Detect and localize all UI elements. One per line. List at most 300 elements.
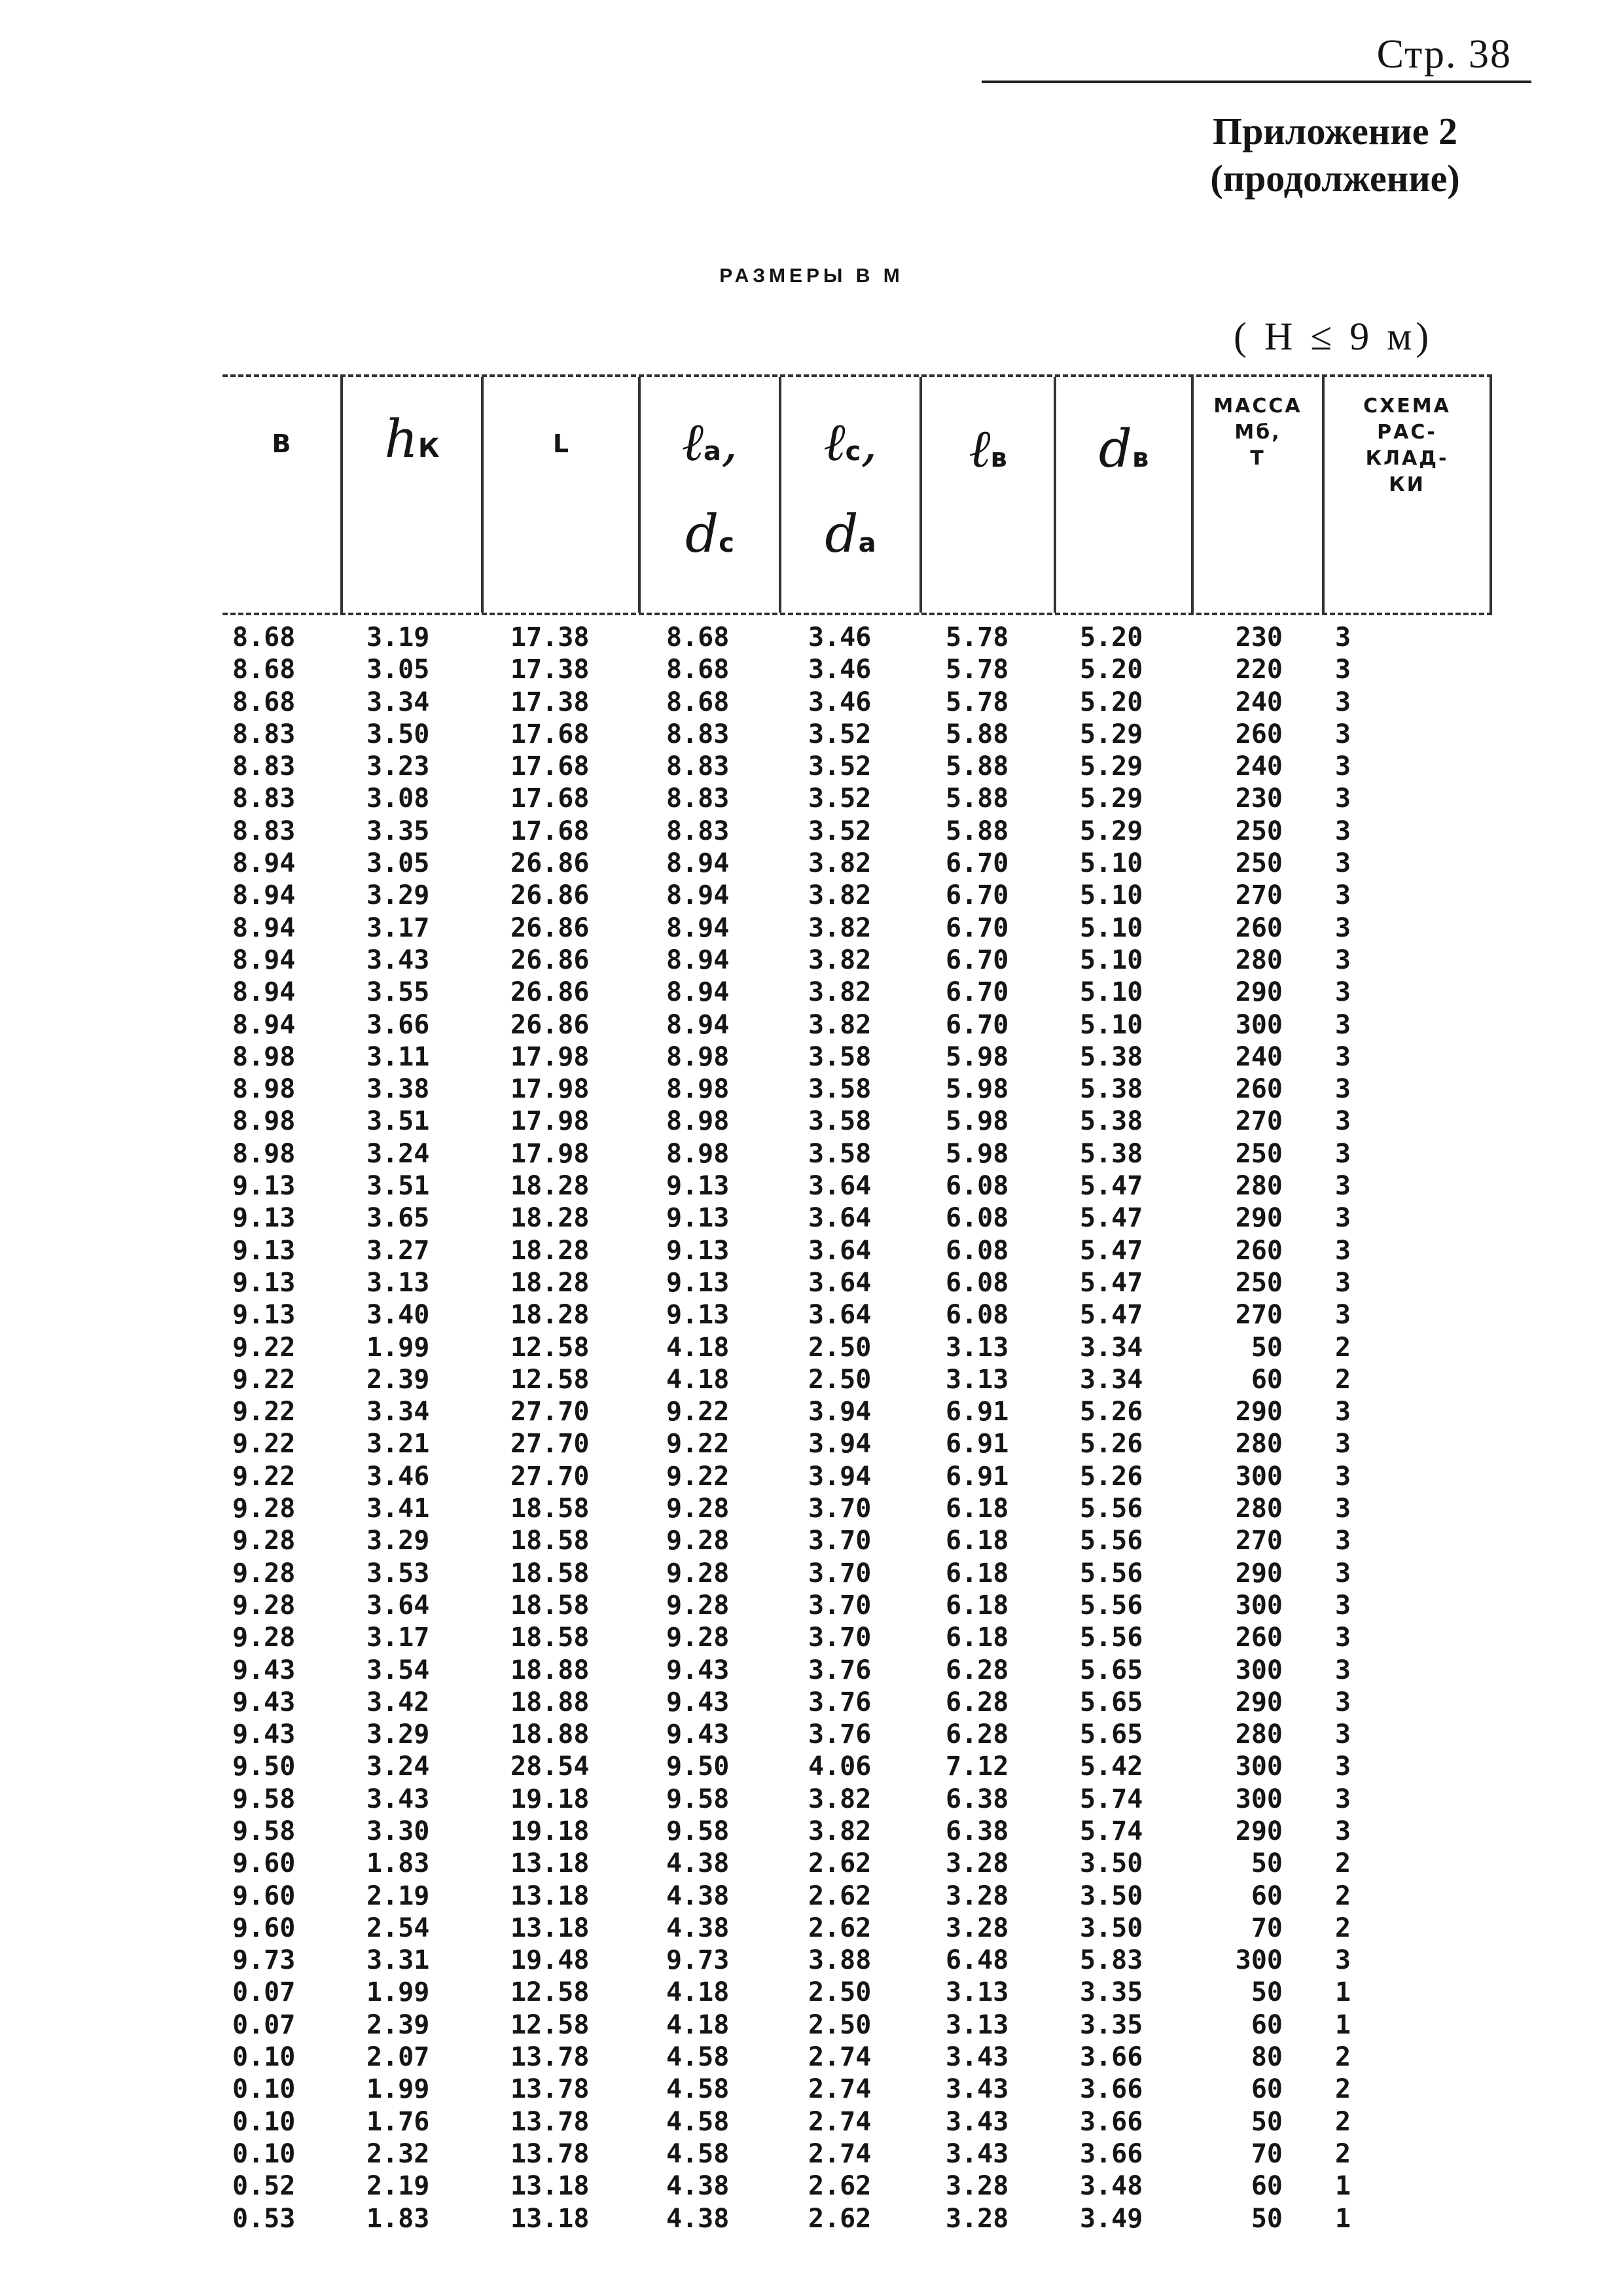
units-caption: РАЗМЕРЫ В М: [719, 265, 904, 287]
table-row: [223, 2138, 1492, 2170]
header-lc-sub: c: [845, 437, 861, 467]
table-row: [223, 719, 1492, 751]
cell-dv: 5.65: [1080, 1719, 1143, 1750]
cell-hk: 2.07: [366, 2042, 430, 2073]
cell-dv: 5.65: [1080, 1687, 1143, 1717]
cell-la-dc: 9.22: [666, 1397, 730, 1427]
cell-hk: 3.24: [366, 1751, 430, 1782]
cell-mass: 290: [1235, 1687, 1283, 1717]
cell-b: 0.53: [232, 2203, 296, 2234]
table-row: [223, 2170, 1492, 2202]
cell-scheme: 2: [1335, 1880, 1351, 1911]
cell-hk: 3.43: [366, 944, 430, 975]
cell-l: 26.86: [510, 1009, 590, 1040]
cell-l: 18.88: [510, 1719, 590, 1750]
cell-lv: 6.28: [946, 1719, 1009, 1750]
cell-lc-da: 3.94: [808, 1429, 872, 1460]
cell-lv: 6.70: [946, 880, 1009, 911]
cell-scheme: 3: [1335, 977, 1351, 1008]
cell-lv: 6.18: [946, 1623, 1009, 1653]
header-dv-symbol: [1056, 418, 1191, 479]
table-row: [223, 1073, 1492, 1105]
cell-mass: 50: [1251, 1332, 1283, 1363]
cell-l: 17.98: [510, 1138, 590, 1169]
cell-la-dc: 8.83: [666, 816, 730, 846]
cell-scheme: 2: [1335, 1364, 1351, 1395]
cell-dv: 5.29: [1080, 751, 1143, 782]
cell-hk: 3.54: [366, 1655, 430, 1685]
cell-scheme: 3: [1335, 1461, 1351, 1492]
cell-lc-da: 3.64: [808, 1235, 872, 1266]
table-body: [223, 622, 1492, 2235]
cell-hk: 2.19: [366, 2171, 430, 2202]
cell-mass: 270: [1235, 1106, 1283, 1137]
cell-scheme: 2: [1335, 2106, 1351, 2137]
cell-mass: 240: [1235, 687, 1283, 717]
header-scheme-line2: РАС-: [1377, 421, 1437, 444]
cell-lv: 6.08: [946, 1171, 1009, 1202]
cell-mass: 300: [1235, 1784, 1283, 1814]
cell-mass: 250: [1235, 816, 1283, 846]
cell-hk: 2.19: [366, 1880, 430, 1911]
cell-la-dc: 8.98: [666, 1138, 730, 1169]
table-row: [223, 944, 1492, 977]
table-row: [223, 1170, 1492, 1202]
table-row: [223, 1687, 1492, 1719]
cell-lc-da: 3.82: [808, 912, 872, 943]
table-row: [223, 1816, 1492, 1848]
cell-b: 9.13: [232, 1235, 296, 1266]
cell-b: 9.28: [232, 1590, 296, 1621]
cell-mass: 50: [1251, 1977, 1283, 2008]
cell-l: 13.18: [510, 1848, 590, 1879]
cell-b: 0.07: [232, 1977, 296, 2008]
cell-lv: 3.28: [946, 1848, 1009, 1879]
cell-lc-da: 2.62: [808, 1912, 872, 1943]
cell-lv: 6.38: [946, 1784, 1009, 1814]
header-lv-sym: ℓ: [969, 418, 991, 479]
cell-lc-da: 2.62: [808, 2203, 872, 2234]
cell-dv: 5.29: [1080, 783, 1143, 814]
table-row: [223, 1009, 1492, 1041]
cell-l: 19.48: [510, 1945, 590, 1976]
cell-lc-da: 3.64: [808, 1171, 872, 1202]
cell-lv: 3.43: [946, 2074, 1009, 2105]
header-l-label: L: [552, 429, 569, 458]
cell-l: 26.86: [510, 977, 590, 1008]
cell-l: 18.58: [510, 1494, 590, 1524]
cell-l: 18.28: [510, 1235, 590, 1266]
cell-scheme: 3: [1335, 1041, 1351, 1072]
cell-dv: 5.47: [1080, 1171, 1143, 1202]
header-lc-symbol: ℓc,: [823, 412, 878, 473]
table-row: [223, 751, 1492, 783]
cell-lv: 5.78: [946, 622, 1009, 653]
cell-mass: 260: [1235, 1074, 1283, 1105]
cell-scheme: 3: [1335, 751, 1351, 782]
cell-lv: 5.88: [946, 719, 1009, 749]
cell-mass: 270: [1235, 880, 1283, 911]
cell-scheme: 2: [1335, 2074, 1351, 2105]
cell-l: 12.58: [510, 2009, 590, 2040]
cell-hk: 3.66: [366, 1009, 430, 1040]
cell-b: 0.10: [232, 2106, 296, 2137]
cell-la-dc: 4.38: [666, 1848, 730, 1879]
cell-la-dc: 9.28: [666, 1526, 730, 1556]
cell-b: 9.60: [232, 1912, 296, 1943]
cell-b: 9.58: [232, 1784, 296, 1814]
cell-la-dc: 8.94: [666, 977, 730, 1008]
cell-lc-da: 3.64: [808, 1203, 872, 1234]
table-row: [223, 622, 1492, 654]
table-row: [223, 816, 1492, 848]
cell-la-dc: 9.13: [666, 1203, 730, 1234]
header-scheme-line3: КЛАД-: [1365, 447, 1449, 470]
cell-dv: 3.34: [1080, 1364, 1143, 1395]
cell-b: 9.13: [232, 1300, 296, 1331]
cell-scheme: 3: [1335, 1074, 1351, 1105]
cell-mass: 280: [1235, 1171, 1283, 1202]
cell-mass: 230: [1235, 783, 1283, 814]
cell-la-dc: 4.38: [666, 2171, 730, 2202]
table-row: [223, 1041, 1492, 1073]
cell-dv: 5.10: [1080, 880, 1143, 911]
cell-hk: 3.31: [366, 1945, 430, 1976]
header-la-sub: a: [703, 437, 721, 467]
cell-hk: 3.55: [366, 977, 430, 1008]
cell-la-dc: 8.94: [666, 912, 730, 943]
cell-scheme: 3: [1335, 1558, 1351, 1588]
cell-mass: 60: [1251, 1880, 1283, 1911]
page-number: Стр. 38: [982, 31, 1531, 83]
cell-lv: 5.88: [946, 816, 1009, 846]
table-row: [223, 912, 1492, 944]
cell-b: 8.98: [232, 1138, 296, 1169]
cell-lc-da: 3.70: [808, 1623, 872, 1653]
cell-scheme: 1: [1335, 2171, 1351, 2202]
cell-lv: 5.98: [946, 1074, 1009, 1105]
header-scheme-line4: КИ: [1389, 473, 1425, 496]
cell-lc-da: 3.58: [808, 1106, 872, 1137]
cell-lv: 3.28: [946, 1880, 1009, 1911]
cell-lv: 6.28: [946, 1687, 1009, 1717]
cell-lv: 3.28: [946, 2203, 1009, 2234]
table-row: [223, 977, 1492, 1009]
cell-hk: 3.30: [366, 1816, 430, 1846]
cell-hk: 3.65: [366, 1203, 430, 1234]
cell-mass: 260: [1235, 1623, 1283, 1653]
cell-lc-da: 3.46: [808, 655, 872, 685]
cell-la-dc: 4.18: [666, 1364, 730, 1395]
cell-mass: 250: [1235, 1267, 1283, 1298]
cell-la-dc: 4.18: [666, 1977, 730, 2008]
cell-b: 9.13: [232, 1267, 296, 1298]
cell-lc-da: 2.74: [808, 2042, 872, 2073]
cell-lc-da: 2.50: [808, 1332, 872, 1363]
cell-scheme: 3: [1335, 655, 1351, 685]
cell-dv: 3.49: [1080, 2203, 1143, 2234]
cell-l: 13.78: [510, 2042, 590, 2073]
cell-lc-da: 2.62: [808, 1880, 872, 1911]
cell-l: 12.58: [510, 1977, 590, 2008]
cell-la-dc: 9.13: [666, 1267, 730, 1298]
cell-hk: 3.21: [366, 1429, 430, 1460]
cell-l: 17.68: [510, 751, 590, 782]
cell-la-dc: 9.22: [666, 1429, 730, 1460]
cell-la-dc: 8.98: [666, 1074, 730, 1105]
cell-b: 9.73: [232, 1945, 296, 1976]
cell-la-dc: 4.18: [666, 1332, 730, 1363]
cell-l: 17.98: [510, 1106, 590, 1137]
cell-scheme: 3: [1335, 816, 1351, 846]
cell-lv: 3.43: [946, 2138, 1009, 2169]
cell-scheme: 3: [1335, 1429, 1351, 1460]
cell-b: 0.52: [232, 2171, 296, 2202]
cell-scheme: 2: [1335, 2138, 1351, 2169]
cell-b: 9.22: [232, 1332, 296, 1363]
cell-lv: 3.43: [946, 2042, 1009, 2073]
cell-b: 9.43: [232, 1655, 296, 1685]
cell-scheme: 3: [1335, 1784, 1351, 1814]
cell-la-dc: 9.43: [666, 1719, 730, 1750]
cell-l: 13.78: [510, 2074, 590, 2105]
cell-l: 27.70: [510, 1397, 590, 1427]
cell-dv: 5.56: [1080, 1590, 1143, 1621]
table-row: [223, 1396, 1492, 1428]
cell-dv: 5.10: [1080, 1009, 1143, 1040]
cell-hk: 1.83: [366, 1848, 430, 1879]
cell-dv: 5.20: [1080, 687, 1143, 717]
cell-hk: 3.35: [366, 816, 430, 846]
table-row: [223, 1364, 1492, 1396]
cell-hk: 3.08: [366, 783, 430, 814]
cell-la-dc: 4.58: [666, 2138, 730, 2169]
cell-lv: 5.98: [946, 1138, 1009, 1169]
cell-dv: 3.48: [1080, 2171, 1143, 2202]
cell-mass: 300: [1235, 1461, 1283, 1492]
cell-lv: 6.70: [946, 848, 1009, 879]
cell-lc-da: 3.82: [808, 944, 872, 975]
cell-dv: 5.38: [1080, 1074, 1143, 1105]
table-row: [223, 1332, 1492, 1364]
cell-mass: 50: [1251, 2203, 1283, 2234]
cell-l: 18.58: [510, 1590, 590, 1621]
cell-scheme: 3: [1335, 1138, 1351, 1169]
cell-la-dc: 8.94: [666, 848, 730, 879]
cell-lc-da: 3.94: [808, 1397, 872, 1427]
cell-b: 8.68: [232, 655, 296, 685]
cell-la-dc: 8.68: [666, 687, 730, 717]
cell-hk: 3.17: [366, 1623, 430, 1653]
cell-mass: 280: [1235, 944, 1283, 975]
cell-l: 27.70: [510, 1461, 590, 1492]
cell-l: 17.68: [510, 816, 590, 846]
cell-la-dc: 8.68: [666, 655, 730, 685]
cell-scheme: 3: [1335, 1494, 1351, 1524]
cell-hk: 1.99: [366, 1977, 430, 2008]
header-hk-sym: h: [384, 408, 418, 469]
cell-scheme: 3: [1335, 1751, 1351, 1782]
header-mass-line3: Т: [1250, 447, 1266, 470]
table-row: [223, 654, 1492, 686]
header-mass-line2: Mб,: [1234, 421, 1281, 444]
cell-hk: 3.46: [366, 1461, 430, 1492]
cell-mass: 80: [1251, 2042, 1283, 2073]
cell-hk: 2.54: [366, 1912, 430, 1943]
cell-l: 13.78: [510, 2138, 590, 2169]
cell-la-dc: 8.98: [666, 1041, 730, 1072]
cell-scheme: 2: [1335, 1912, 1351, 1943]
cell-lc-da: 3.70: [808, 1526, 872, 1556]
header-da-symbol: [781, 503, 919, 564]
cell-mass: 260: [1235, 912, 1283, 943]
cell-dv: 5.56: [1080, 1526, 1143, 1556]
cell-dv: 5.47: [1080, 1235, 1143, 1266]
cell-dv: 5.56: [1080, 1494, 1143, 1524]
cell-scheme: 3: [1335, 1719, 1351, 1750]
cell-dv: 3.66: [1080, 2106, 1143, 2137]
cell-mass: 70: [1251, 2138, 1283, 2169]
cell-lv: 3.13: [946, 2009, 1009, 2040]
cell-mass: 230: [1235, 622, 1283, 653]
cell-la-dc: 9.13: [666, 1300, 730, 1331]
cell-l: 17.68: [510, 783, 590, 814]
cell-scheme: 3: [1335, 944, 1351, 975]
cell-dv: 5.20: [1080, 655, 1143, 685]
header-b-label: B: [272, 429, 291, 458]
cell-b: 8.98: [232, 1074, 296, 1105]
cell-scheme: 3: [1335, 783, 1351, 814]
table-row: [223, 1945, 1492, 1977]
cell-scheme: 3: [1335, 1816, 1351, 1846]
cell-la-dc: 9.73: [666, 1945, 730, 1976]
cell-lc-da: 3.58: [808, 1041, 872, 1072]
cell-scheme: 3: [1335, 1300, 1351, 1331]
cell-b: 0.07: [232, 2009, 296, 2040]
cell-dv: 5.29: [1080, 816, 1143, 846]
cell-dv: 5.56: [1080, 1558, 1143, 1588]
cell-lc-da: 3.64: [808, 1267, 872, 1298]
cell-b: 9.43: [232, 1719, 296, 1750]
cell-hk: 1.83: [366, 2203, 430, 2234]
table-row: [223, 1493, 1492, 1525]
header-b: [223, 377, 340, 613]
cell-b: 8.94: [232, 1009, 296, 1040]
cell-dv: 5.38: [1080, 1041, 1143, 1072]
cell-l: 18.88: [510, 1655, 590, 1685]
cell-scheme: 3: [1335, 1945, 1351, 1976]
header-hk-sub: К: [418, 433, 440, 463]
cell-lc-da: 3.82: [808, 1784, 872, 1814]
cell-lv: 5.88: [946, 783, 1009, 814]
cell-b: 9.22: [232, 1364, 296, 1395]
cell-lv: 6.28: [946, 1655, 1009, 1685]
cell-hk: 3.27: [366, 1235, 430, 1266]
cell-dv: 3.50: [1080, 1912, 1143, 1943]
cell-la-dc: 9.28: [666, 1494, 730, 1524]
cell-la-dc: 4.58: [666, 2042, 730, 2073]
cell-b: 9.28: [232, 1558, 296, 1588]
cell-la-dc: 9.43: [666, 1687, 730, 1717]
cell-lv: 6.18: [946, 1526, 1009, 1556]
cell-hk: 3.17: [366, 912, 430, 943]
cell-dv: 5.47: [1080, 1267, 1143, 1298]
cell-hk: 3.29: [366, 880, 430, 911]
cell-l: 17.38: [510, 655, 590, 685]
cell-scheme: 3: [1335, 1009, 1351, 1040]
cell-hk: 3.29: [366, 1719, 430, 1750]
header-mass-line1: МАССА: [1213, 395, 1302, 418]
cell-l: 18.28: [510, 1300, 590, 1331]
cell-lv: 3.28: [946, 1912, 1009, 1943]
cell-l: 17.98: [510, 1041, 590, 1072]
cell-lc-da: 3.70: [808, 1494, 872, 1524]
cell-l: 13.18: [510, 2171, 590, 2202]
cell-dv: 5.47: [1080, 1300, 1143, 1331]
cell-l: 19.18: [510, 1816, 590, 1846]
cell-l: 17.38: [510, 687, 590, 717]
cell-l: 26.86: [510, 944, 590, 975]
table-row: [223, 1558, 1492, 1590]
cell-mass: 70: [1251, 1912, 1283, 1943]
header-scheme: [1322, 377, 1492, 613]
cell-lv: 6.08: [946, 1300, 1009, 1331]
cell-dv: 3.34: [1080, 1332, 1143, 1363]
cell-hk: 2.32: [366, 2138, 430, 2169]
cell-mass: 240: [1235, 1041, 1283, 1072]
cell-scheme: 3: [1335, 880, 1351, 911]
cell-scheme: 3: [1335, 1267, 1351, 1298]
cell-lc-da: 2.50: [808, 2009, 872, 2040]
cell-lv: 6.70: [946, 977, 1009, 1008]
cell-scheme: 3: [1335, 848, 1351, 879]
cell-hk: 3.05: [366, 848, 430, 879]
table-row: [223, 1299, 1492, 1331]
cell-la-dc: 8.83: [666, 751, 730, 782]
cell-b: 0.10: [232, 2042, 296, 2073]
cell-scheme: 1: [1335, 2203, 1351, 2234]
cell-lc-da: 3.82: [808, 848, 872, 879]
cell-b: 9.28: [232, 1494, 296, 1524]
cell-mass: 60: [1251, 2074, 1283, 2105]
cell-lc-da: 3.76: [808, 1719, 872, 1750]
cell-mass: 50: [1251, 2106, 1283, 2137]
cell-dv: 5.74: [1080, 1816, 1143, 1846]
cell-lv: 5.78: [946, 687, 1009, 717]
cell-mass: 300: [1235, 1945, 1283, 1976]
cell-lv: 3.13: [946, 1364, 1009, 1395]
header-l: [481, 377, 638, 613]
cell-b: 8.94: [232, 912, 296, 943]
cell-l: 18.28: [510, 1171, 590, 1202]
header-la-dc: [638, 377, 779, 613]
cell-mass: 50: [1251, 1848, 1283, 1879]
cell-l: 17.68: [510, 719, 590, 749]
cell-la-dc: 4.38: [666, 1912, 730, 1943]
cell-mass: 220: [1235, 655, 1283, 685]
cell-lc-da: 3.82: [808, 1816, 872, 1846]
cell-mass: 290: [1235, 1816, 1283, 1846]
cell-dv: 5.26: [1080, 1397, 1143, 1427]
cell-mass: 60: [1251, 2009, 1283, 2040]
header-dc-sym: d: [685, 503, 719, 564]
cell-mass: 280: [1235, 1494, 1283, 1524]
table-row: [223, 2106, 1492, 2138]
cell-dv: 5.65: [1080, 1655, 1143, 1685]
appendix-subtitle: (продолжение): [1210, 157, 1460, 200]
cell-mass: 240: [1235, 751, 1283, 782]
cell-dv: 3.66: [1080, 2138, 1143, 2169]
